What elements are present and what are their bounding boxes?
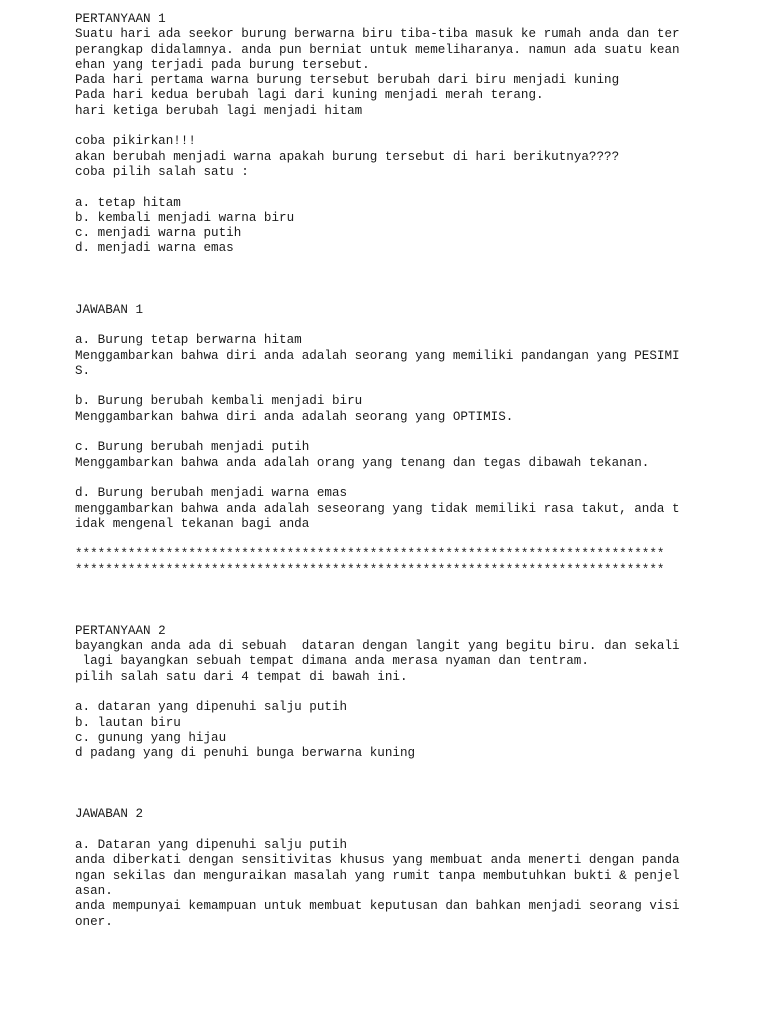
text-line: PERTANYAAN 1 — [75, 12, 166, 26]
text-line: asan. — [75, 883, 113, 898]
blank-line — [75, 593, 755, 608]
text-line: JAWABAN 1 — [75, 302, 144, 317]
text-line: c. Burung berubah menjadi putih — [75, 440, 310, 455]
text-line: a. dataran yang dipenuhi salju putih — [75, 700, 348, 715]
text-line: hari ketiga berubah lagi menjadi hitam — [75, 103, 363, 118]
text-line: anda mempunyai kemampuan untuk membuat keputusan dan bahkan menjadi seorang visi — [75, 899, 680, 914]
blank-line — [75, 318, 755, 333]
blank-line — [75, 257, 755, 272]
text-line: oner. — [75, 914, 113, 929]
text-line: pilih salah satu dari 4 tempat di bawah ini. — [75, 669, 408, 684]
blank-line — [75, 762, 755, 777]
text-line: Suatu hari ada seekor burung berwarna biru tiba-tiba masuk ke rumah anda dan ter — [75, 27, 680, 42]
blank-line — [75, 685, 755, 700]
text-line: b. lautan biru — [75, 715, 181, 730]
text-line: c. menjadi warna putih — [75, 226, 242, 241]
text-line: Pada hari pertama warna burung tersebut berubah dari biru menjadi kuning — [75, 73, 620, 88]
blank-line — [75, 823, 755, 838]
document-page — [75, 12, 755, 930]
text-line: c. gunung yang hijau — [75, 730, 227, 745]
text-line: JAWABAN 2 — [75, 807, 144, 822]
blank-line — [75, 379, 755, 394]
text-line: coba pilih salah satu : — [75, 164, 249, 179]
text-line: ehan yang terjadi pada burung tersebut. — [75, 57, 370, 72]
text-line: a. Dataran yang dipenuhi salju putih — [75, 838, 348, 853]
blank-line — [75, 792, 755, 807]
text-line: d padang yang di penuhi bunga berwarna kuning — [75, 746, 416, 761]
text-line: a. tetap hitam — [75, 195, 181, 210]
text-line: b. Burung berubah kembali menjadi biru — [75, 394, 363, 409]
text-line: d. menjadi warna emas — [75, 241, 234, 256]
text-line: b. kembali menjadi warna biru — [75, 210, 295, 225]
text-line: a. Burung tetap berwarna hitam — [75, 333, 302, 348]
blank-line — [75, 119, 755, 134]
text-line: d. Burung berubah menjadi warna emas — [75, 486, 348, 501]
text-line: Menggambarkan bahwa diri anda adalah seorang yang memiliki pandangan yang PESIMI — [75, 348, 680, 363]
text-line: ****************************************************************************** — [75, 547, 665, 562]
text-line: Pada hari kedua berubah lagi dari kuning menjadi merah terang. — [75, 88, 544, 103]
blank-line — [75, 532, 755, 547]
blank-line — [75, 272, 755, 287]
text-line: anda diberkati dengan sensitivitas khusus yang membuat anda menerti dengan panda — [75, 853, 680, 868]
text-line: bayangkan anda ada di sebuah dataran dengan langit yang begitu biru. dan sekali — [75, 639, 680, 654]
text-line: menggambarkan bahwa anda adalah seseorang yang tidak memiliki rasa takut, anda t — [75, 501, 680, 516]
text-line: akan berubah menjadi warna apakah burung tersebut di hari berikutnya???? — [75, 149, 620, 164]
blank-line — [75, 471, 755, 486]
text-line: idak mengenal tekanan bagi anda — [75, 516, 310, 531]
blank-line — [75, 777, 755, 792]
blank-line — [75, 180, 755, 195]
text-line: S. — [75, 363, 91, 378]
blank-line — [75, 425, 755, 440]
text-line: Menggambarkan bahwa anda adalah orang yang tenang dan tegas dibawah tekanan. — [75, 455, 650, 470]
text-line: ****************************************************************************** — [75, 562, 665, 577]
text-line: perangkap didalamnya. anda pun berniat untuk memeliharanya. namun ada suatu kean — [75, 42, 680, 57]
text-line: PERTANYAAN 2 — [75, 623, 166, 638]
blank-line — [75, 578, 755, 593]
text-line: lagi bayangkan sebuah tempat dimana anda merasa nyaman dan tentram. — [75, 654, 589, 669]
blank-line — [75, 609, 755, 624]
text-line: coba pikirkan!!! — [75, 134, 196, 149]
blank-line — [75, 287, 755, 302]
text-line: Menggambarkan bahwa diri anda adalah seorang yang OPTIMIS. — [75, 409, 514, 424]
text-line: ngan sekilas dan menguraikan masalah yang rumit tanpa membutuhkan bukti & penjel — [75, 868, 680, 883]
